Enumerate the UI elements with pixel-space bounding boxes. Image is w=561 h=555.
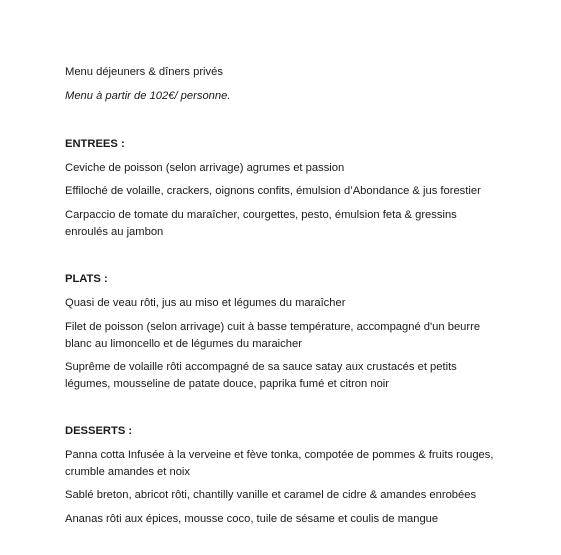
plat-item: Suprême de volaille rôti accompagné de sa sauce satay aux crustacés et petits légumes, mousseline de patate douce, paprika fumé et citron noir: [65, 361, 457, 390]
plat-item: Filet de poisson (selon arrivage) cuit à basse température, accompagné d'un beurre blanc au limoncello et de légumes du maraicher: [65, 321, 481, 350]
menu-title: Menu déjeuners & dîners privés: [65, 66, 223, 78]
dessert-item: Ananas rôti aux épices, mousse coco, tuile de sésame et coulis de mangue: [65, 513, 439, 525]
plat-item: Quasi de veau rôti, jus au miso et légumes du maraîcher: [65, 297, 346, 309]
desserts-heading: DESSERTS :: [65, 425, 133, 437]
dessert-item: Panna cotta Infusée à la verveine et fève tonka, compotée de pommes & fruits rouges, crumble amandes et noix: [65, 449, 494, 478]
menu-price: Menu à partir de 102€/ personne.: [65, 90, 231, 102]
entrees-heading: ENTREES :: [65, 138, 125, 150]
plats-heading: PLATS :: [65, 273, 108, 285]
entree-item: Effiloché de volaille, crackers, oignons confits, émulsion d’Abondance & jus forestier: [65, 185, 481, 197]
dessert-item: Sablé breton, abricot rôti, chantilly vanille et caramel de cidre & amandes enrobées: [65, 489, 477, 501]
entree-item: Carpaccio de tomate du maraîcher, courgettes, pesto, émulsion feta & gressins enroulés au jambon: [65, 209, 457, 238]
entree-item: Ceviche de poisson (selon arrivage) agrumes et passion: [65, 162, 345, 174]
